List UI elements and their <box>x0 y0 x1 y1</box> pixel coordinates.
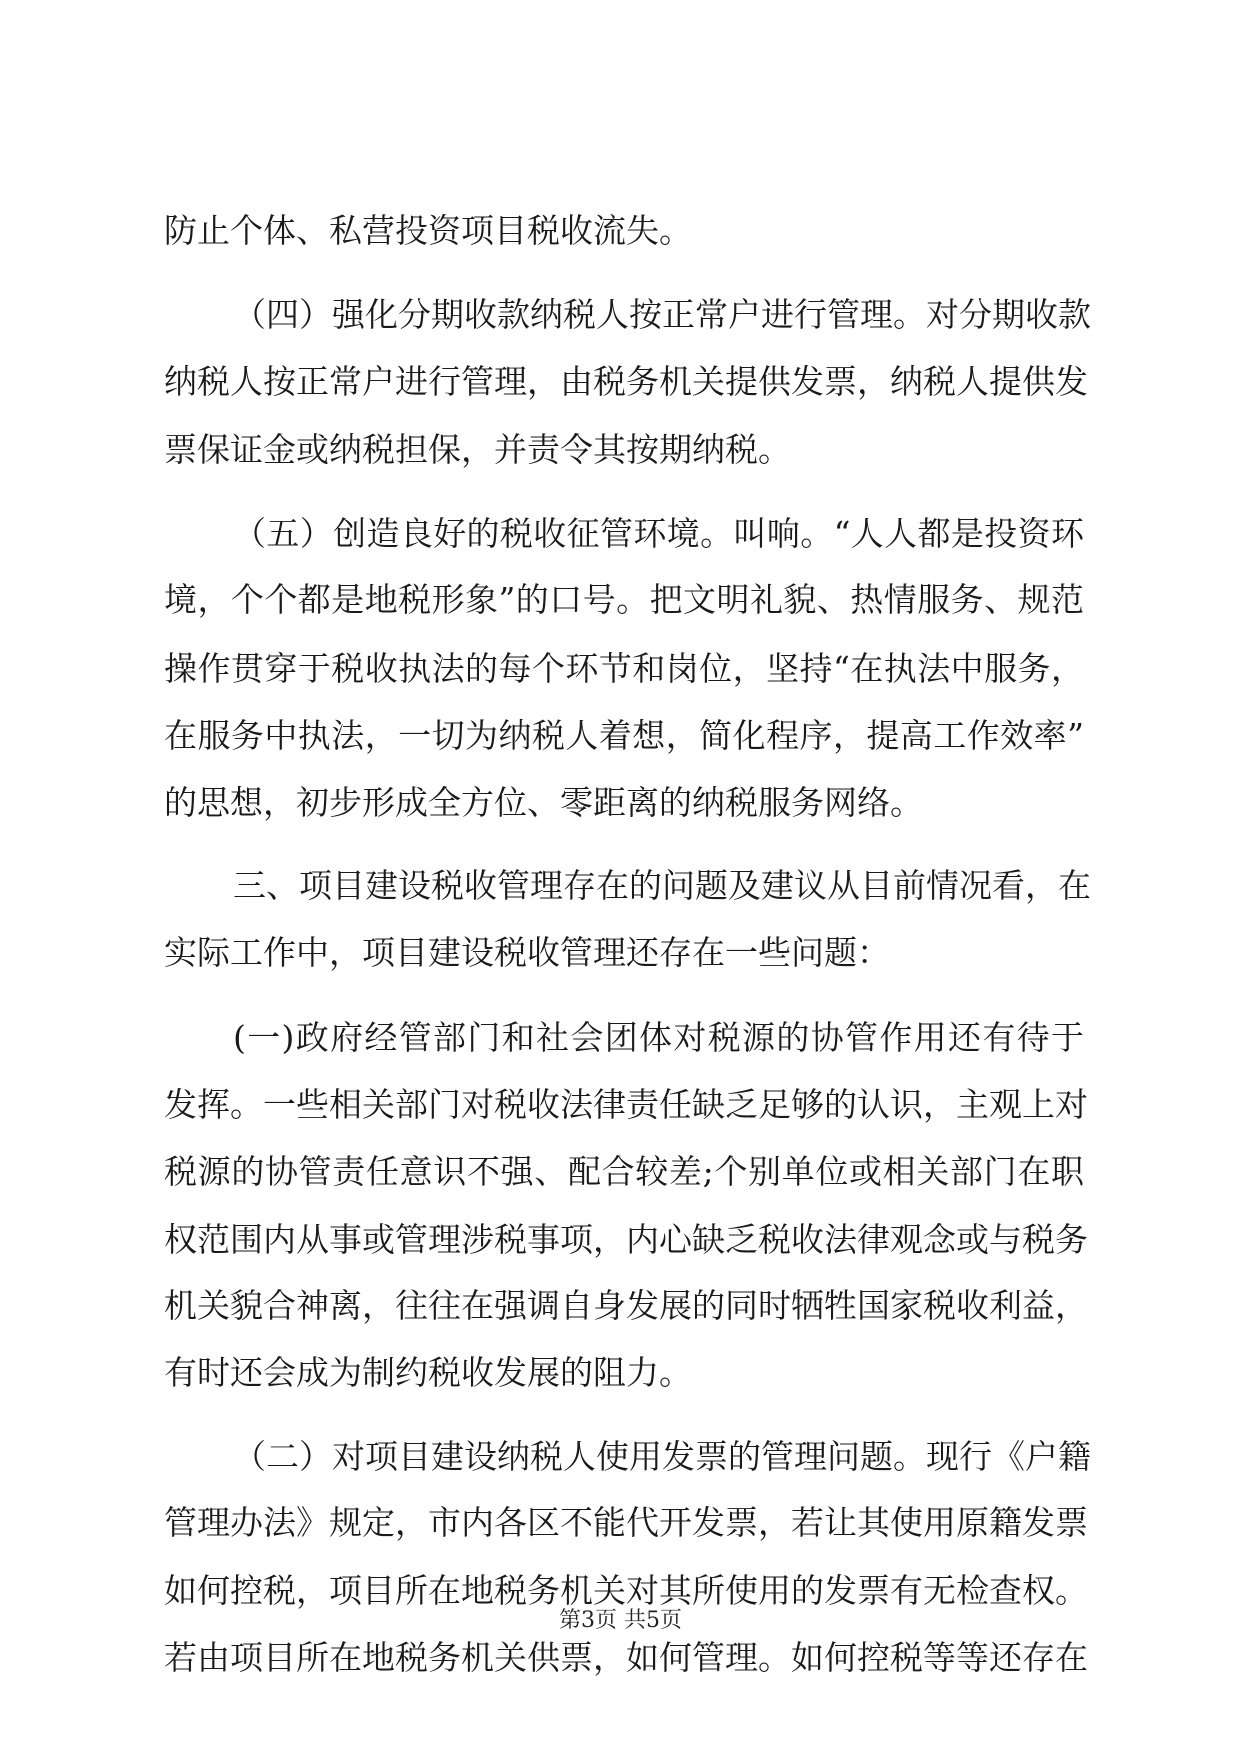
text-line: 税源的协管责任意识不强、配合较差;个别单位或相关部门在职 <box>164 1152 1084 1191</box>
text-line: （五）创造良好的税收征管环境。叫响。“人人都是投资环 <box>233 514 1084 553</box>
text-line: 有时还会成为制约税收发展的阻力。 <box>164 1353 692 1392</box>
text-line: 票保证金或纳税担保，并责令其按期纳税。 <box>164 430 791 469</box>
text-line: 纳税人按正常户进行管理，由税务机关提供发票，纳税人提供发 <box>164 362 1088 401</box>
text-line: 在服务中执法，一切为纳税人着想，简化程序，提高工作效率” <box>164 716 1084 755</box>
text-line: 防止个体、私营投资项目税收流失。 <box>164 211 692 250</box>
text-line: 的思想，初步形成全方位、零距离的纳税服务网络。 <box>164 783 923 822</box>
text-line: 三、项目建设税收管理存在的问题及建议从目前情况看，在 <box>233 866 1091 905</box>
text-line: （四）强化分期收款纳税人按正常户进行管理。对分期收款 <box>233 295 1091 334</box>
page-number-footer: 第3页 共5页 <box>559 1608 682 1633</box>
text-line: 如何控税，项目所在地税务机关对其所使用的发票有无检查权。 <box>164 1571 1088 1610</box>
text-line: 境，个个都是地税形象”的口号。把文明礼貌、热情服务、规范 <box>164 580 1084 619</box>
text-line: 管理办法》规定，市内各区不能代开发票，若让其使用原籍发票 <box>164 1503 1088 1542</box>
text-line: 实际工作中，项目建设税收管理还存在一些问题： <box>164 933 890 972</box>
text-line: 操作贯穿于税收执法的每个环节和岗位，坚持“在执法中服务， <box>164 649 1084 688</box>
text-line: 机关貌合神离，往往在强调自身发展的同时牺牲国家税收利益， <box>164 1286 1088 1325</box>
text-line: 若由项目所在地税务机关供票，如何管理。如何控税等等还存在 <box>164 1638 1088 1677</box>
text-line: 权范围内从事或管理涉税事项，内心缺乏税收法律观念或与税务 <box>164 1220 1088 1259</box>
text-line: （二）对项目建设纳税人使用发票的管理问题。现行《户籍 <box>233 1437 1091 1476</box>
text-line: (一)政府经管部门和社会团体对税源的协管作用还有待于 <box>233 1018 1084 1057</box>
text-line: 发挥。一些相关部门对税收法律责任缺乏足够的认识，主观上对 <box>164 1085 1088 1124</box>
